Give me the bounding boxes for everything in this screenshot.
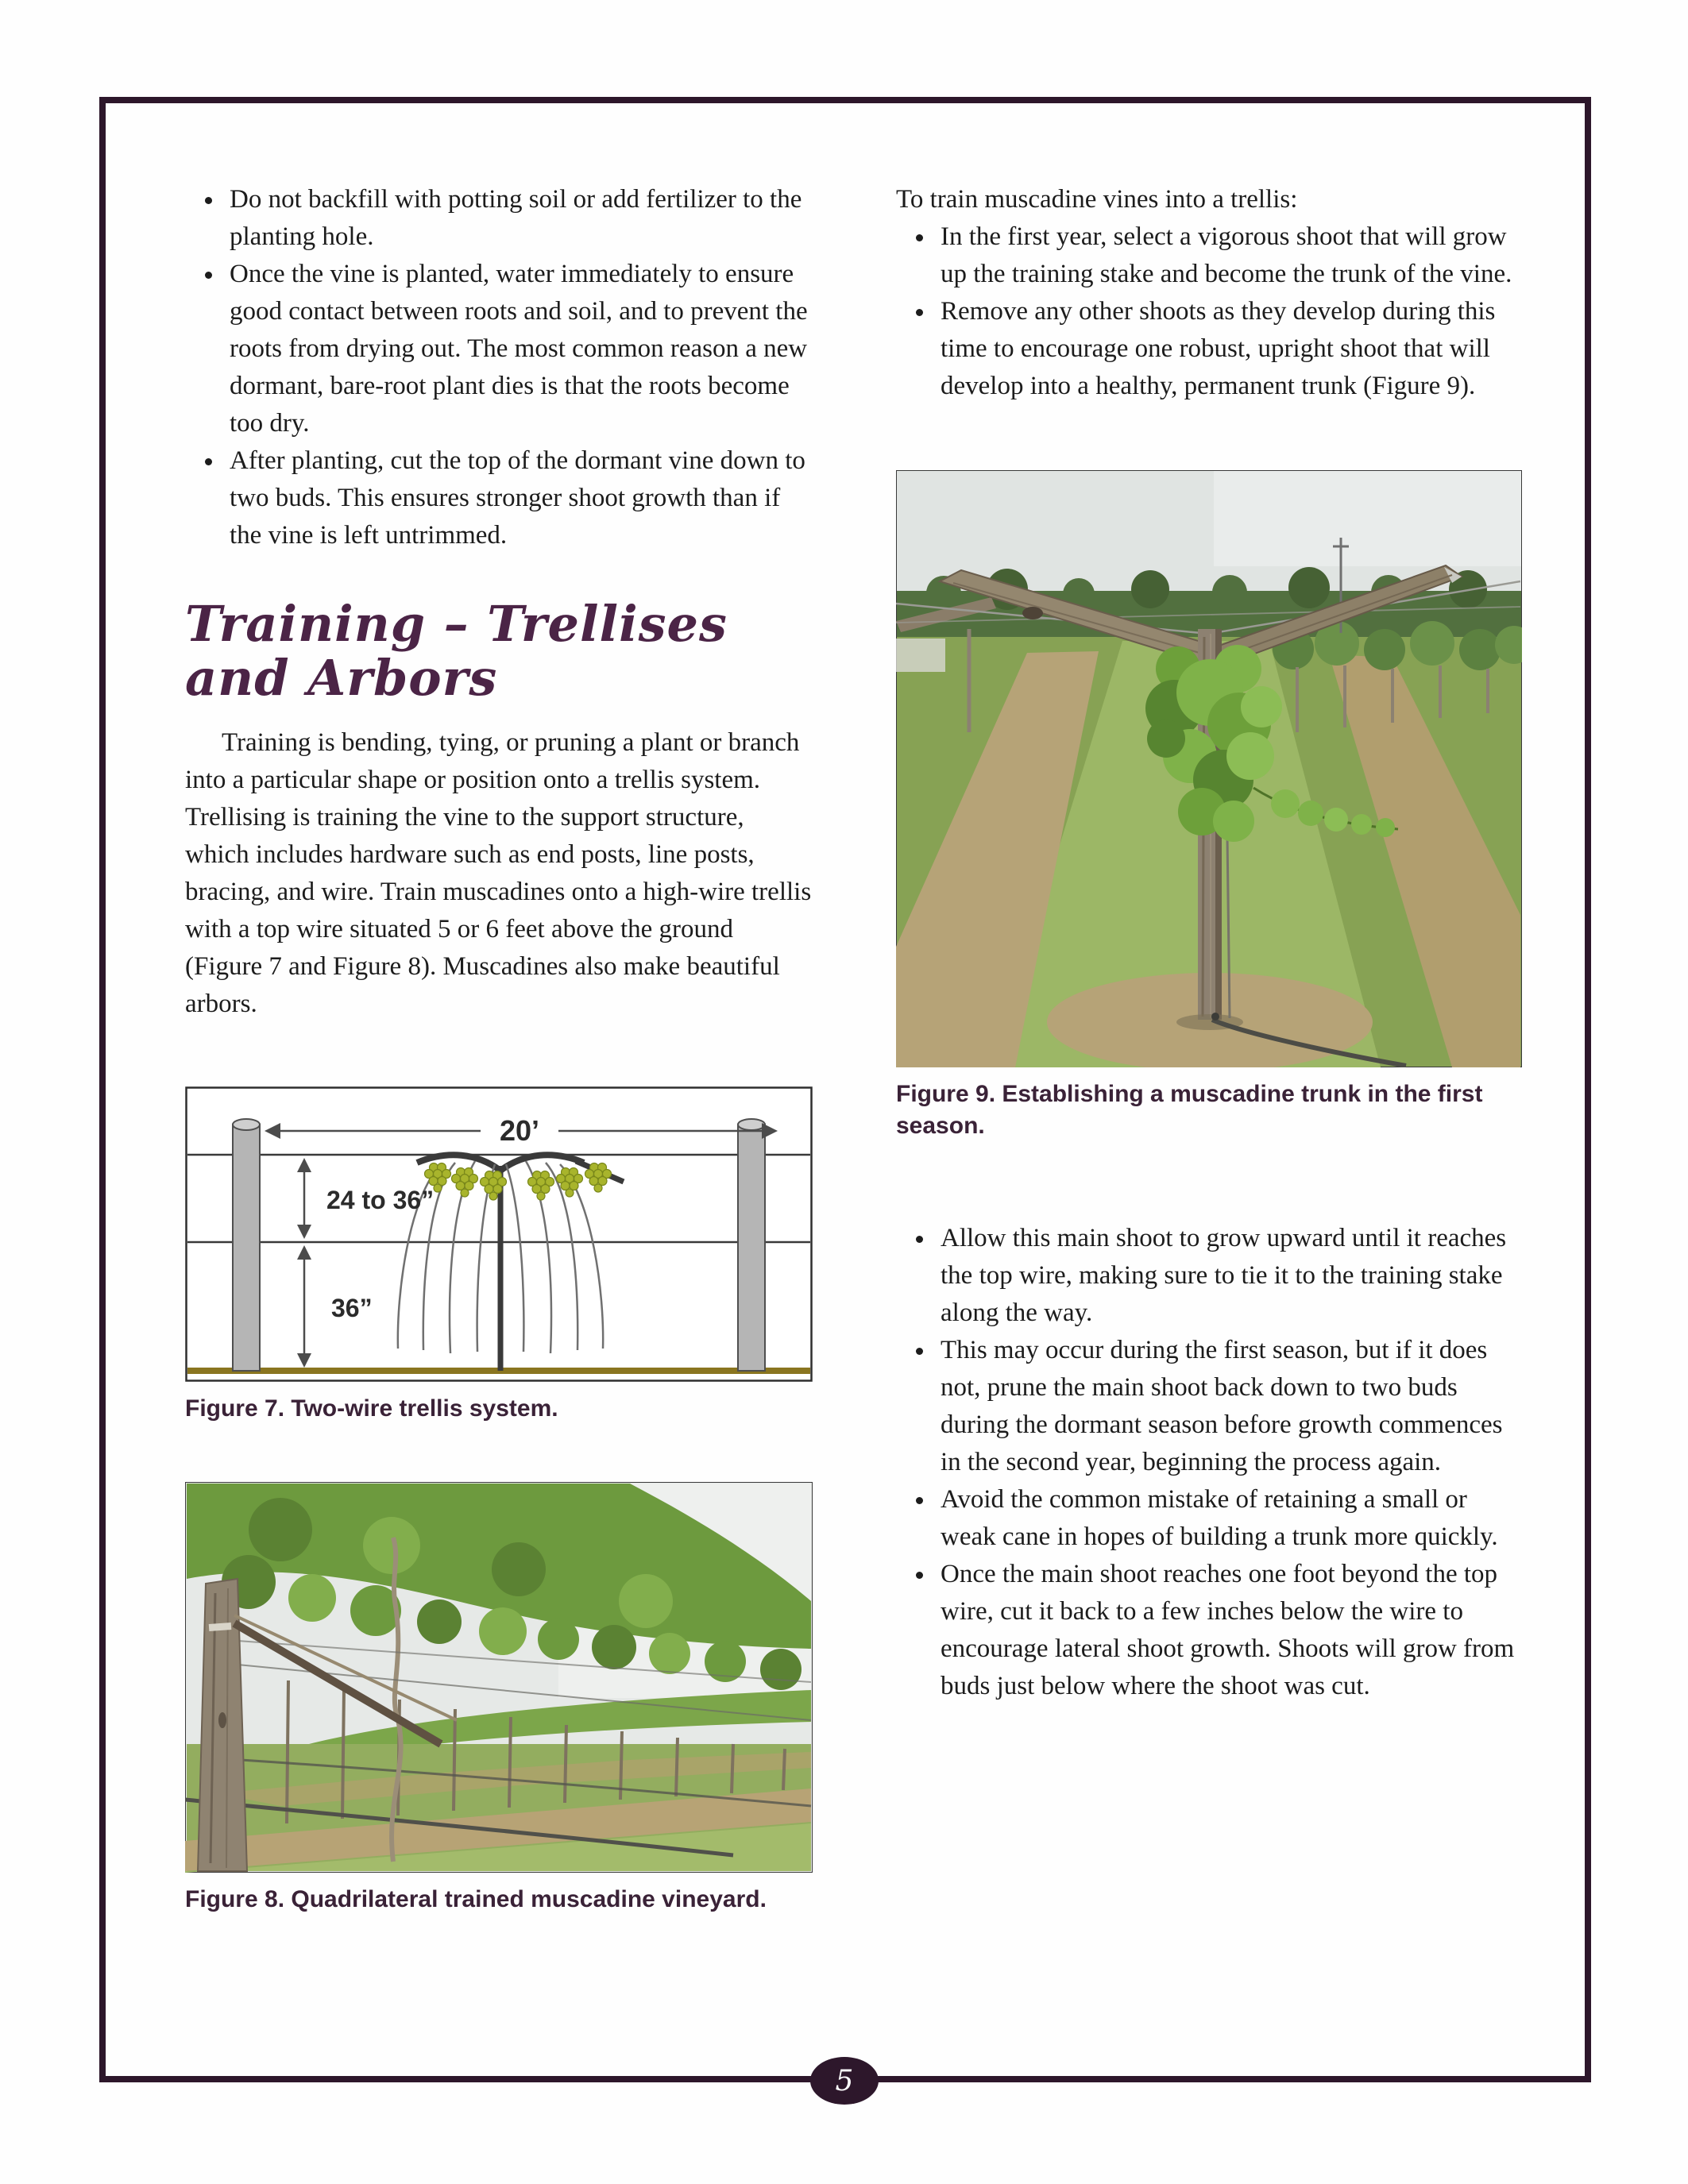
two-wire-trellis-diagram: [185, 1086, 813, 1382]
intro-paragraph: To train muscadine vines into a trellis:: [896, 185, 1298, 214]
training-bullet-list-top: [896, 218, 1525, 405]
figure9-block: [896, 470, 1525, 1142]
figure9-caption: Figure 9. Establishing a muscadine trunk in the first season.: [896, 1081, 1483, 1139]
sky-bright: [1214, 471, 1521, 566]
figure8-caption: Figure 8. Quadrilateral trained muscadine vineyard.: [185, 1886, 767, 1913]
page-number-badge: [810, 2057, 879, 2105]
list-item: • Once the vine is planted, water immediately to ensure good contact between roots and soil, and to prevent the roots from drying out. The most common reason a new dormant, bare-root plant dies is that the roots become too dry.: [225, 256, 814, 442]
list-item: • Avoid the common mistake of retaining a small or weak cane in hopes of building a trunk more quickly.: [936, 1481, 1525, 1556]
figure8-block: [185, 1482, 814, 1916]
list-item: • After planting, cut the top of the dormant vine down to two buds. This ensures stronger shoot growth than if the vine is left untrimmed.: [225, 442, 814, 554]
muscadine-trunk-photo: [896, 470, 1522, 1067]
left-column: [185, 181, 814, 1916]
list-item: • Once the main shoot reaches one foot beyond the top wire, cut it back to a few inches below the wire to encourage lateral shoot growth. Shoots will grow from buds just below where the shoot was cut.: [936, 1556, 1525, 1705]
right-post: [738, 1119, 765, 1371]
figure7-caption: Figure 7. Two-wire trellis system.: [185, 1395, 558, 1422]
section-heading: Training – Trellises and Arbors: [185, 595, 728, 708]
list-item: • This may occur during the first season, but if it does not, prune the main shoot back down to two buds during the dormant season before growth commences in the second year, beginning the process again.: [936, 1332, 1525, 1481]
list-item: • Remove any other shoots as they develop during this time to encourage one robust, upright shoot that will develop into a healthy, permanent trunk (Figure 9).: [936, 293, 1525, 405]
list-item: • Allow this main shoot to grow upward until it reaches the top wire, making sure to tie it to the training stake along the way.: [936, 1220, 1525, 1332]
left-post: [233, 1119, 260, 1371]
page-number: 5: [835, 2064, 854, 2097]
vineyard-photo: [185, 1482, 813, 1873]
training-paragraph: Training is bending, tying, or pruning a plant or branch into a particular shape or position onto a trellis system. Trellising is training the vine to the support structure, which includes hardware such as end posts, line posts, bracing, and wire. Train muscadines onto a high-wire trellis with a top wire situated 5 or 6 feet above the ground (Figure 7 and Figure 8). Muscadines also make beautiful arbors.: [185, 728, 812, 1019]
figure7-block: [185, 1086, 814, 1425]
list-item: • In the first year, select a vigorous shoot that will grow up the training stake and become the trunk of the vine.: [936, 218, 1525, 293]
training-bullet-list-bottom: [896, 1220, 1525, 1705]
drip-emitter: [1211, 1013, 1219, 1021]
list-item: • Do not backfill with potting soil or add fertilizer to the planting hole.: [225, 181, 814, 256]
right-column: [896, 181, 1525, 1705]
upper-height-label: 24 to 36”: [326, 1186, 435, 1215]
lower-height-label: 36”: [331, 1294, 373, 1323]
distant-structure: [896, 639, 945, 672]
span-label: 20’: [499, 1114, 540, 1148]
planting-bullet-list: [185, 181, 814, 554]
